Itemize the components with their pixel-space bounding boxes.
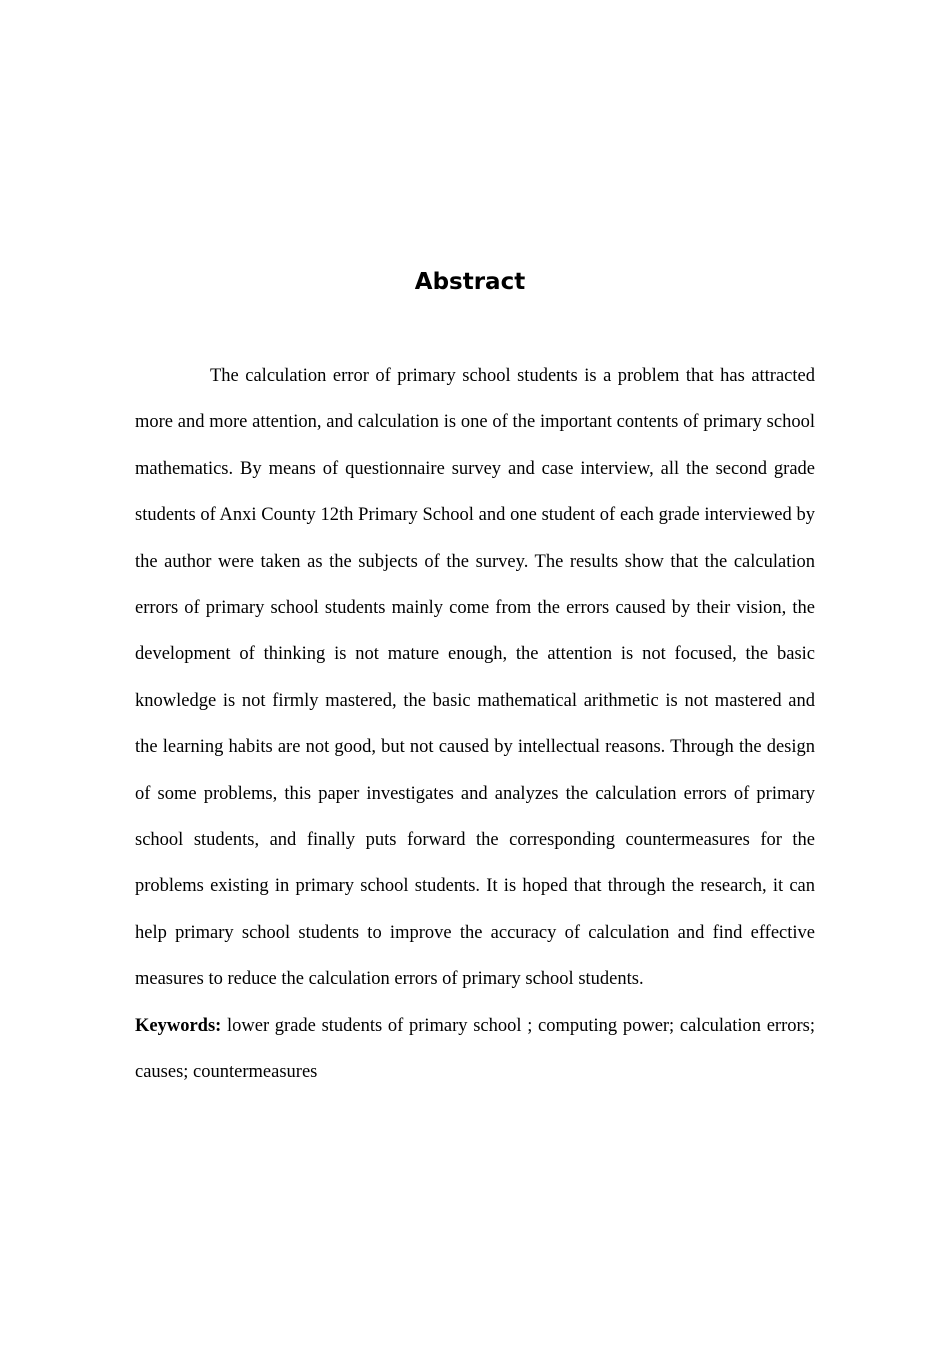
keywords-list: lower grade students of primary school ; computing power; calculation errors; causes; countermeasures (135, 1015, 815, 1083)
abstract-paragraph: The calculation error of primary school students is a problem that has attracted more and more attention, and calculation is one of the important contents of primary school mathematics. By means of questionnaire survey and case interview, all the second grade students of Anxi County 12th Primary School and one student of each grade interviewed by the author were taken as the subjects of the survey. The results show that the calculation errors of primary school students mainly come from the errors caused by their vision, the development of thinking is not mature enough, the attention is not focused, the basic knowledge is not firmly mastered, the basic mathematical arithmetic is not mastered and the learning habits are not good, but not caused by intellectual reasons. Through the design of some problems, this paper investigates and analyzes the calculation errors of primary school students, and finally puts forward the corresponding countermeasures for the problems existing in primary school students. It is hoped that through the research, it can help primary school students to improve the accuracy of calculation and find effective measures to reduce the calculation errors of primary school students. (135, 366, 815, 990)
keywords-label: Keywords: (135, 1015, 222, 1036)
abstract-title: Abstract (414, 269, 526, 295)
abstract-body (135, 353, 815, 1096)
keywords-paragraph (135, 1003, 815, 1096)
